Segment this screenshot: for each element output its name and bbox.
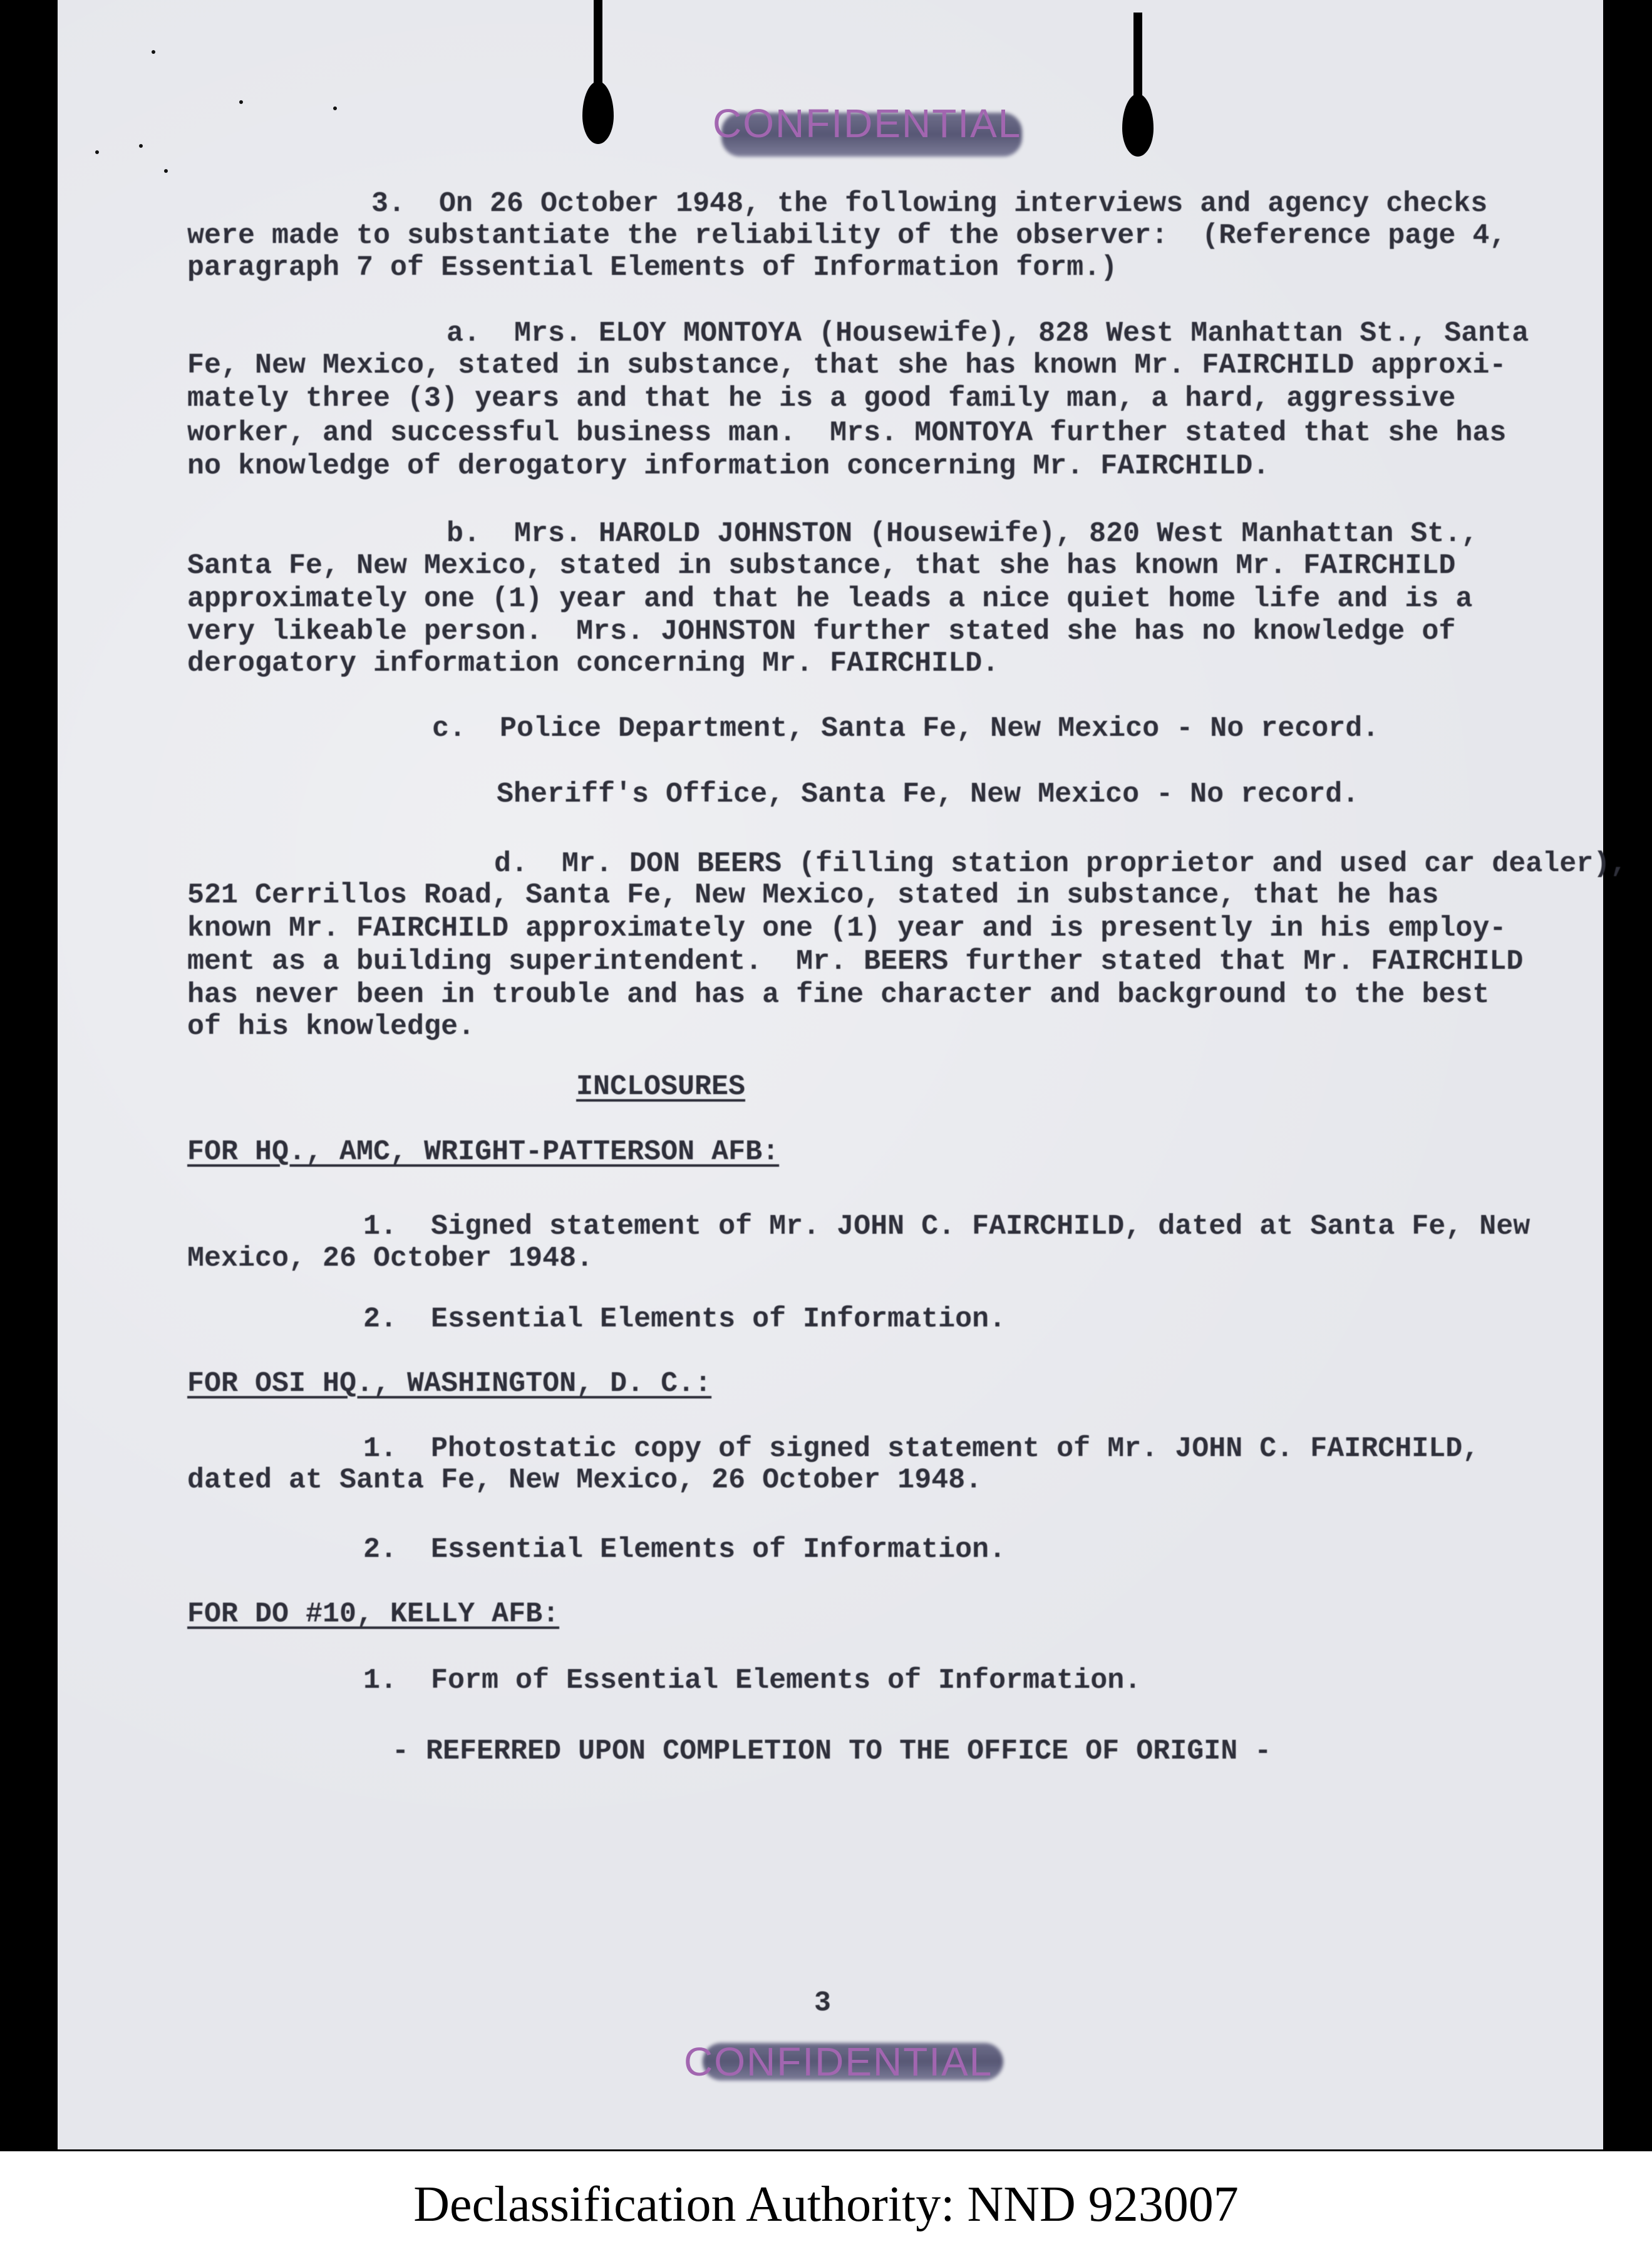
speck [152, 50, 155, 54]
for-hq-heading-line: FOR HQ., AMC, WRIGHT-PATTERSON AFB: [187, 1136, 780, 1168]
do-item-1-line: 1. Form of Essential Elements of Information. [363, 1665, 1142, 1697]
for-do-heading-line: FOR DO #10, KELLY AFB: [187, 1598, 560, 1630]
document-page [58, 0, 1628, 2149]
para-3c-sheriff-line: Sheriff's Office, Santa Fe, New Mexico - No record. [497, 778, 1360, 810]
para-3a-line: no knowledge of derogatory information concerning Mr. FAIRCHILD. [187, 450, 1270, 482]
para-3a-line: mately three (3) years and that he is a good family man, a hard, aggressive [187, 383, 1456, 415]
para-3d-line: ment as a building superintendent. Mr. BEERS further stated that Mr. FAIRCHILD [187, 946, 1524, 978]
osi-item-2-line: 2. Essential Elements of Information. [363, 1534, 1006, 1566]
punch-hole-right [1122, 94, 1154, 157]
declassification-caption: Declassification Authority: NND 923007 [413, 2177, 1239, 2232]
para-3b-line: very likeable person. Mrs. JOHNSTON further stated she has no knowledge of [187, 616, 1456, 648]
para-3b-line: derogatory information concerning Mr. FAIRCHILD. [187, 648, 999, 680]
hq-item-1-line: 1. Signed statement of Mr. JOHN C. FAIRCHILD, dated at Santa Fe, New [363, 1211, 1531, 1243]
hq-item-2-line: 2. Essential Elements of Information. [363, 1303, 1006, 1335]
punch-hole-left [582, 81, 614, 144]
para-3b-line: approximately one (1) year and that he leads a nice quiet home life and is a [187, 583, 1473, 615]
para-3d-line: 521 Cerrillos Road, Santa Fe, New Mexico, stated in substance, that he has [187, 879, 1439, 911]
speck [164, 169, 168, 173]
para-3b-line: b. Mrs. HAROLD JOHNSTON (Housewife), 820 West Manhattan St., [447, 518, 1479, 550]
para-3c-line: c. Police Department, Santa Fe, New Mexico - No record. [432, 713, 1380, 745]
for-osi-heading-line: FOR OSI HQ., WASHINGTON, D. C.: [187, 1368, 712, 1400]
confidential-stamp-bottom: CONFIDENTIAL [684, 2039, 993, 2084]
hq-item-1-line: Mexico, 26 October 1948. [187, 1243, 594, 1274]
osi-item-1-line: dated at Santa Fe, New Mexico, 26 October 1948. [187, 1464, 983, 1496]
osi-item-1-line: 1. Photostatic copy of signed statement of Mr. JOHN C. FAIRCHILD, [363, 1433, 1480, 1465]
para-3d-line: known Mr. FAIRCHILD approximately one (1) year and is presently in his employ- [187, 912, 1507, 944]
speck [239, 100, 243, 104]
speck [95, 150, 99, 154]
speck [139, 144, 143, 148]
para-3d-line: has never been in trouble and has a fine character and background to the best [187, 979, 1490, 1011]
page-number-line: 3 [814, 1987, 832, 2019]
confidential-stamp-top: CONFIDENTIAL [713, 101, 1022, 146]
para-3d-line: of his knowledge. [187, 1011, 475, 1043]
para-3a-line: Fe, New Mexico, stated in substance, that she has known Mr. FAIRCHILD approxi- [187, 349, 1507, 381]
para-3a-line: worker, and successful business man. Mrs. MONTOYA further stated that she has [187, 417, 1507, 449]
para-3-line: paragraph 7 of Essential Elements of Information form.) [187, 252, 1118, 284]
para-3b-line: Santa Fe, New Mexico, stated in substance, that she has known Mr. FAIRCHILD [187, 550, 1456, 582]
para-3d-line: d. Mr. DON BEERS (filling station proprietor and used car dealer), [494, 848, 1628, 880]
para-3a-line: a. Mrs. ELOY MONTOYA (Housewife), 828 West Manhattan St., Santa [447, 318, 1529, 349]
para-3-line: were made to substantiate the reliability of the observer: (Reference page 4, [187, 220, 1507, 252]
referred-note-line: - REFERRED UPON COMPLETION TO THE OFFICE OF ORIGIN - [392, 1735, 1272, 1767]
inclosures-heading-line: INCLOSURES [576, 1071, 746, 1103]
para-3-line: 3. On 26 October 1948, the following interviews and agency checks [371, 188, 1488, 220]
speck [333, 106, 337, 110]
